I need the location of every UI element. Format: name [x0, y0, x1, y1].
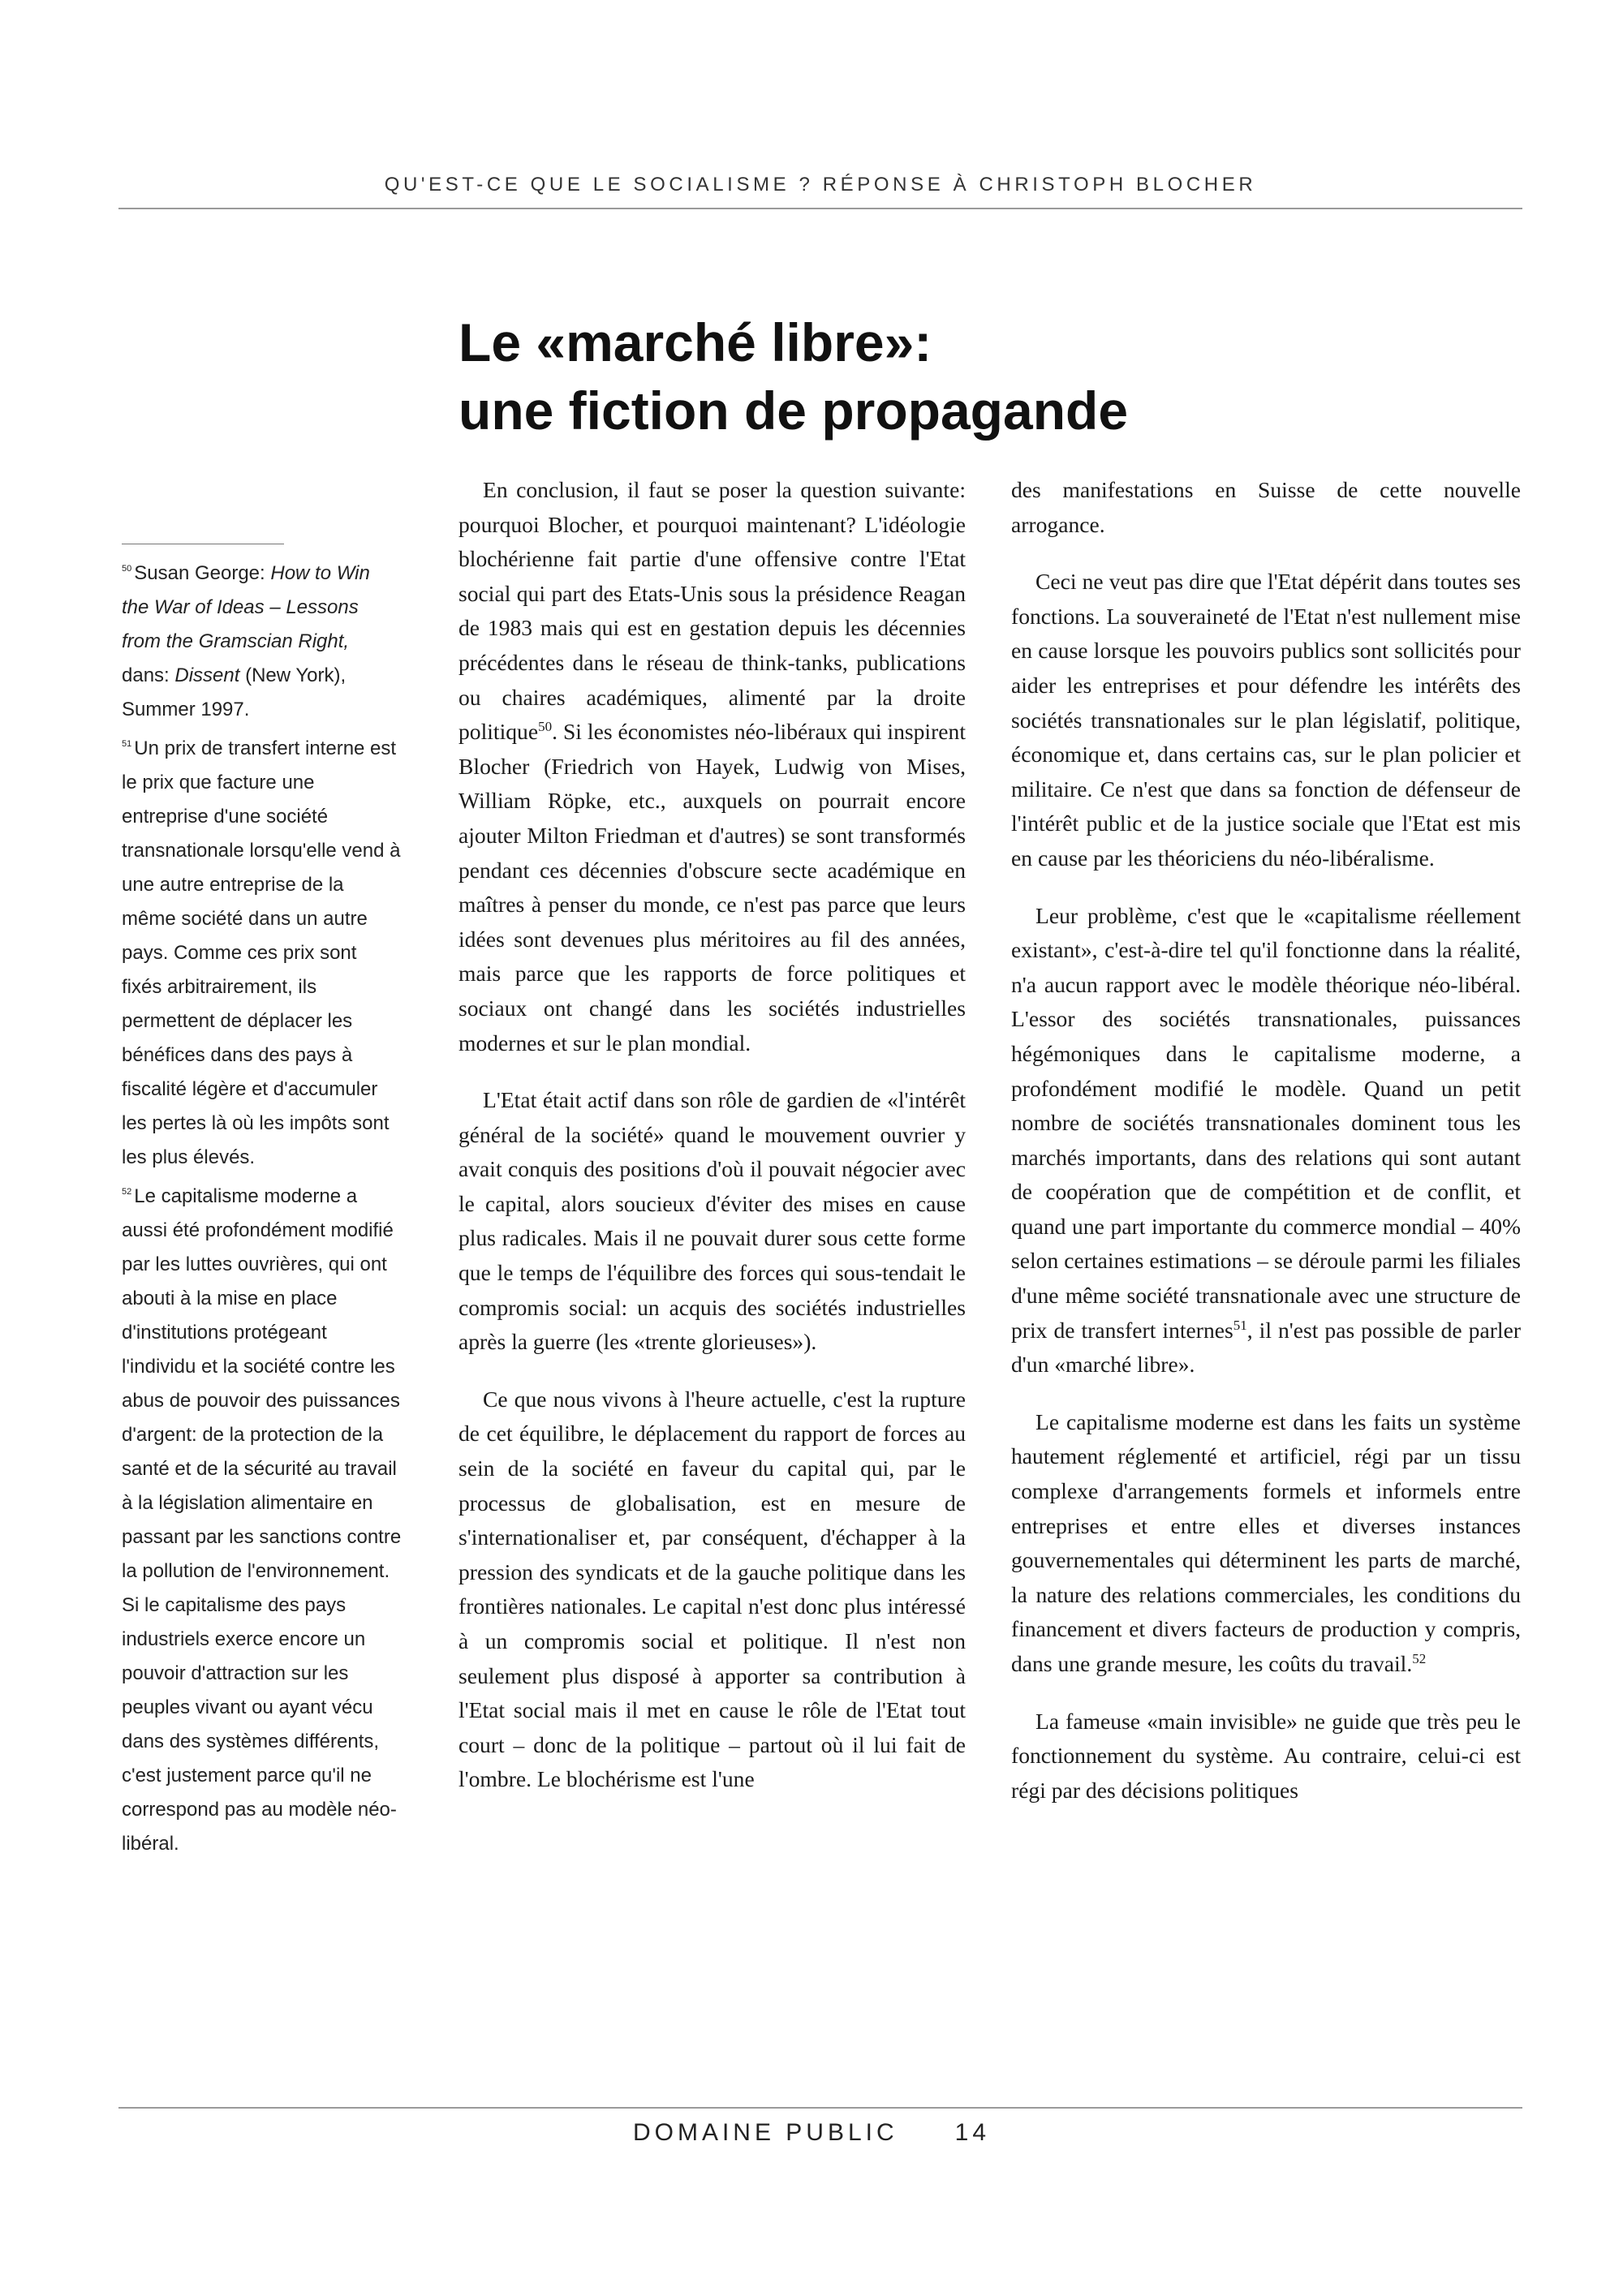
- title-line-2: une fiction de propagande: [458, 381, 1129, 441]
- header-rule: [118, 208, 1522, 209]
- running-header: QU'EST-CE QUE LE SOCIALISME ? RÉPONSE À CHRISTOPH BLOCHER: [384, 174, 1257, 196]
- page-footer: [0, 2119, 1623, 2147]
- body-column-right: [1011, 473, 1521, 2031]
- paragraph-5: Leur problème, c'est que le «capitalisme réellement existant», c'est-à-dire tel qu'il fonctionne dans la réalité, n'a aucun rapport avec le modèle théorique néo-libéral. L'essor des sociétés transnationales, puissances hégémoniques dans le capitalisme moderne, a profondément modifié le modèle. Quand un petit nombre de sociétés transnationales dominent tous les marchés importants, dans des relations qui sont autant de coopération que de compétition et de conflit, et quand une part importante du commerce mondial – 40% selon certaines estimations – se déroule parmi les filiales d'une même société transnationale avec une structure de prix de transfert internes$^{51}$, il n'est pas possible de parler d'un «marché libre».: [1011, 902, 1521, 1378]
- article-title: [458, 308, 1513, 445]
- footnote-ref-52: 52: [1412, 1650, 1427, 1666]
- title-line-1: Le «marché libre»:: [458, 312, 932, 372]
- paragraph-4: Ceci ne veut pas dire que l'Etat dépérit dans toutes ses fonctions. La souveraineté de l'Etat n'est nullement mise en cause lorsque les pouvoirs publics sont sollicités pour aider les entreprises et pour défendre les intérêts des sociétés transnationales sur le plan législatif, politique, économique et, dans certains cas, sur le plan policier et militaire. Ce n'est que dans sa fonction de défenseur de l'intérêt public et de la justice sociale que l'Etat est mis en cause par les théoriciens du néo-libéralisme.: [1011, 569, 1521, 871]
- footer-rule: [118, 2107, 1522, 2109]
- footnote-marker: 52: [122, 1187, 132, 1197]
- paragraph-2: L'Etat était actif dans son rôle de gardien de «l'intérêt général de la société» quand le mouvement ouvrier y avait conquis des positions d'où il pouvait négocier avec le capital, alors soucieux d'éviter des mises en cause plus radicales. Mais il ne pouvait durer sous cette forme que le temps de l'équilibre des forces qui sous-tendait le compromis social: un acquis des sociétés industrielles après la guerre (les «trente glorieuses»).: [458, 1087, 966, 1355]
- footnote-ref-51: 51: [1233, 1317, 1247, 1333]
- page-number: 14: [954, 2119, 991, 2146]
- paragraph-7: La fameuse «main invisible» ne guide que très peu le fonctionnement du système. Au contraire, celui-ci est régi par des décisions politiques: [1011, 1708, 1521, 1803]
- footnote-52: $^{52}$ Le capitalisme moderne a aussi été profondément modifié par les luttes ouvrières, qui ont abouti à la mise en place d'institutions protégeant l'individu et la société contre les abus de pouvoir des puissances d'argent: de la protection de la santé et de la sécurité au travail à la législation alimentaire en passant par les sanctions contre la pollution de l'environnement. Si le capitalisme des pays industriels exerce encore un pouvoir d'attraction sur les peuples vivant ou ayant vécu dans des systèmes différents, c'est justement parce qu'il ne correspond pas au modèle néo-libéral.: [122, 1185, 402, 1855]
- footnotes-sidebar: [122, 552, 402, 1861]
- footnote-marker: 50: [122, 564, 132, 574]
- paragraph-6: Le capitalisme moderne est dans les faits un système hautement réglementé et artificiel, régi par un tissu complexe d'arrangements formels et informels entre entreprises et entre elles et diverses instances gouvernementales qui déterminent les parts de marché, la nature des relations commerciales, les conditions du financement et divers facteurs de production y compris, dans une grande mesure, les coûts du travail.$^{52}$: [1011, 1408, 1521, 1676]
- paragraph-3: Ce que nous vivons à l'heure actuelle, c'est la rupture de cet équilibre, le déplacement du rapport de forces au sein de la société en faveur du capital qui, par le processus de globalisation, est en mesure de s'internationaliser et, par conséquent, d'échapper à la pression des syndicats et de la gauche politique dans les frontières nationales. Le capital n'est donc plus intéressé à un compromis social et politique. Il n'est non seulement plus disposé à apporter sa contribution à l'Etat social mais il met en cause le rôle de l'Etat tout court – donc de la politique – partout où il lui fait de l'ombre. Le blochérisme est l'une: [458, 1386, 966, 1792]
- paragraph-3-continued: des manifestations en Suisse de cette nouvelle arrogance.: [1011, 477, 1521, 537]
- footnote-50: $^{50}$ Susan George: How to Win the War of Ideas – Lessons from the Gramscian Right, dans: Dissent (New York), Summer 1997.: [122, 562, 370, 720]
- footnote-51: $^{51}$ Un prix de transfert interne est le prix que facture une entreprise d'une société transnationale lorsqu'elle vend à une autre entreprise de la même société dans un autre pays. Comme ces prix sont fixés arbitrairement, ils permettent de déplacer les bénéfices dans des pays à fiscalité légère et d'accumuler les pertes là où les impôts sont les plus élevés.: [122, 737, 401, 1168]
- footnote-ref-50: 50: [538, 718, 553, 734]
- paragraph-1: En conclusion, il faut se poser la question suivante: pourquoi Blocher, et pourquoi maintenant? L'idéologie blochérienne fait partie d'une offensive contre l'Etat social qui part des Etats-Unis sous la présidence Reagan de 1983 mais qui est en gestation depuis les décennies précédentes dans le réseau de think-tanks, publications ou chaires académiques, alimenté par la droite politique$^{50}$. Si les économistes néo-libéraux qui inspirent Blocher (Friedrich von Hayek, Ludwig von Mises, William Röpke, etc., auxquels on pourrait encore ajouter Milton Friedman et d'autres) se sont transformés pendant ces décennies d'obscure secte académique en maîtres à penser du monde, ce n'est pas parce que leurs idées sont devenues plus méritoires au fil des années, mais parce que les rapports de force politiques et sociaux ont changé dans les sociétés industrielles modernes et sur le plan mondial.: [458, 477, 966, 1056]
- body-column-left: [458, 473, 966, 2031]
- footnote-marker: 51: [122, 739, 132, 749]
- publication-name: DOMAINE PUBLIC: [632, 2119, 898, 2146]
